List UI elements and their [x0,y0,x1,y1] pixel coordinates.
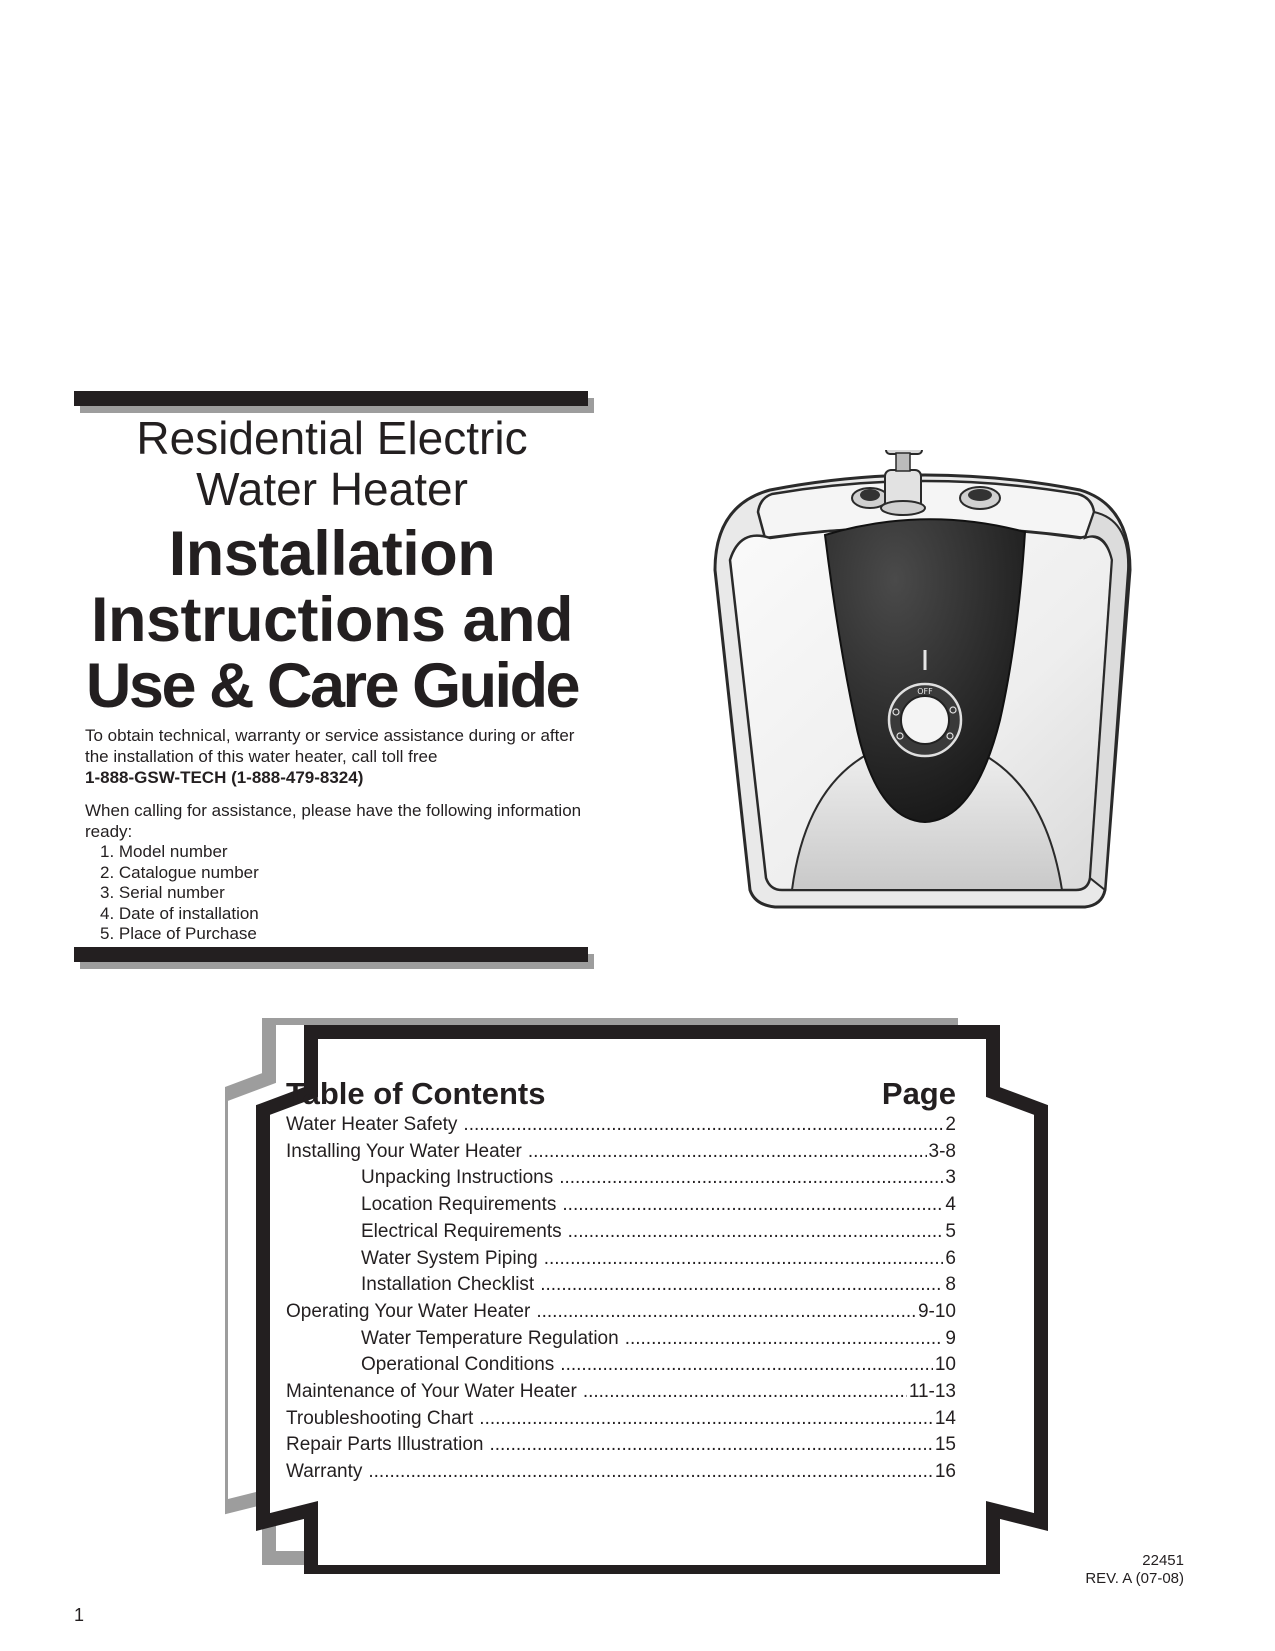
toc-entry[interactable] [286,1165,956,1192]
toc-entry-label: Installation Checklist [361,1274,535,1296]
toc-entry[interactable] [286,1459,956,1486]
toc-entry-label: Electrical Requirements [361,1220,562,1242]
toc-entry[interactable] [286,1192,956,1219]
toc-entry-page: 3 [945,1167,956,1189]
toc-entry[interactable] [286,1379,956,1406]
info-ready-intro: When calling for assistance, please have the following information ready: [85,801,582,841]
revision-label: REV. A (07-08) [1085,1570,1184,1587]
toc-entry[interactable] [286,1219,956,1246]
toc-entry-label: Operating Your Water Heater [286,1300,531,1322]
toc-entry-label: Maintenance of Your Water Heater [286,1381,577,1403]
toc-entry[interactable] [286,1352,956,1379]
water-heater-icon [700,450,1150,925]
toc-entry-page: 10 [934,1354,956,1376]
subtitle-line-2: Water Heater [196,463,468,515]
toc-entry-page: 5 [945,1220,956,1242]
toc-entry-label: Warranty [286,1461,363,1483]
subtitle-line-1: Residential Electric [136,412,528,464]
title-line-2: Instructions and [90,585,574,655]
toc-entry-page: 16 [934,1461,956,1483]
toc-entry-label: Operational Conditions [361,1354,555,1376]
list-item: 1. Model number [100,842,228,861]
page-number: 1 [74,1605,85,1625]
bottom-bar [74,947,588,962]
document-number: 22451 [1142,1552,1184,1569]
toc-entry[interactable] [286,1406,956,1433]
toc-entry[interactable] [286,1326,956,1353]
toc-entry[interactable] [286,1139,956,1166]
toc-entry[interactable] [286,1432,956,1459]
toc-page-header: Page [881,1076,956,1111]
list-item: 2. Catalogue number [100,862,259,882]
cover-title-block [74,413,590,719]
toc-entry-page: 4 [945,1194,956,1216]
toc-entry-label: Troubleshooting Chart [286,1407,474,1429]
toc-entry-page: 8 [945,1274,956,1296]
toc-entry-label: Installing Your Water Heater [286,1140,522,1162]
toc-entry-label: Water Heater Safety [286,1114,458,1135]
toc-entry-page: 14 [934,1407,956,1429]
contact-info [85,725,595,945]
toc-entry-label: Water System Piping [361,1247,538,1269]
dial-off-label: OFF [917,687,933,696]
toc-entry-page: 9 [945,1327,956,1349]
title-line-3: Use & Care Guide [85,651,579,721]
list-item: 5. Place of Purchase [100,924,257,944]
table-of-contents [286,1076,956,1486]
toc-entry-label: Repair Parts Illustration [286,1434,484,1456]
list-item: 3. Serial number [100,883,225,903]
required-info-list [85,842,595,945]
toc-entry[interactable] [286,1272,956,1299]
toc-header [286,1076,956,1112]
contact-intro: To obtain technical, warranty or service assistance during or after the installation of this water heater, call toll free [85,726,575,766]
toc-entry-label: Unpacking Instructions [361,1167,554,1189]
title-line-1: Installation [168,519,496,589]
toc-entry-page: 9-10 [917,1300,956,1322]
toc-entry-label: Location Requirements [361,1194,557,1216]
toc-entry-page: 2 [945,1114,956,1135]
toc-entry-page: 15 [934,1434,956,1456]
toc-entry-page: 6 [945,1247,956,1269]
toc-entry[interactable] [286,1112,956,1139]
toc-entry[interactable] [286,1299,956,1326]
toc-entry-page: 11-13 [908,1381,956,1403]
top-bar [74,391,588,406]
toc-entry-page: 3-8 [928,1140,956,1162]
toc-entry[interactable] [286,1246,956,1273]
list-item: 4. Date of installation [100,903,259,923]
document-number-block [1085,1552,1184,1588]
toc-title: Table of Contents [286,1076,546,1111]
toc-entry-label: Water Temperature Regulation [361,1327,619,1349]
toll-free-phone: 1-888-GSW-TECH (1-888-479-8324) [85,768,364,787]
